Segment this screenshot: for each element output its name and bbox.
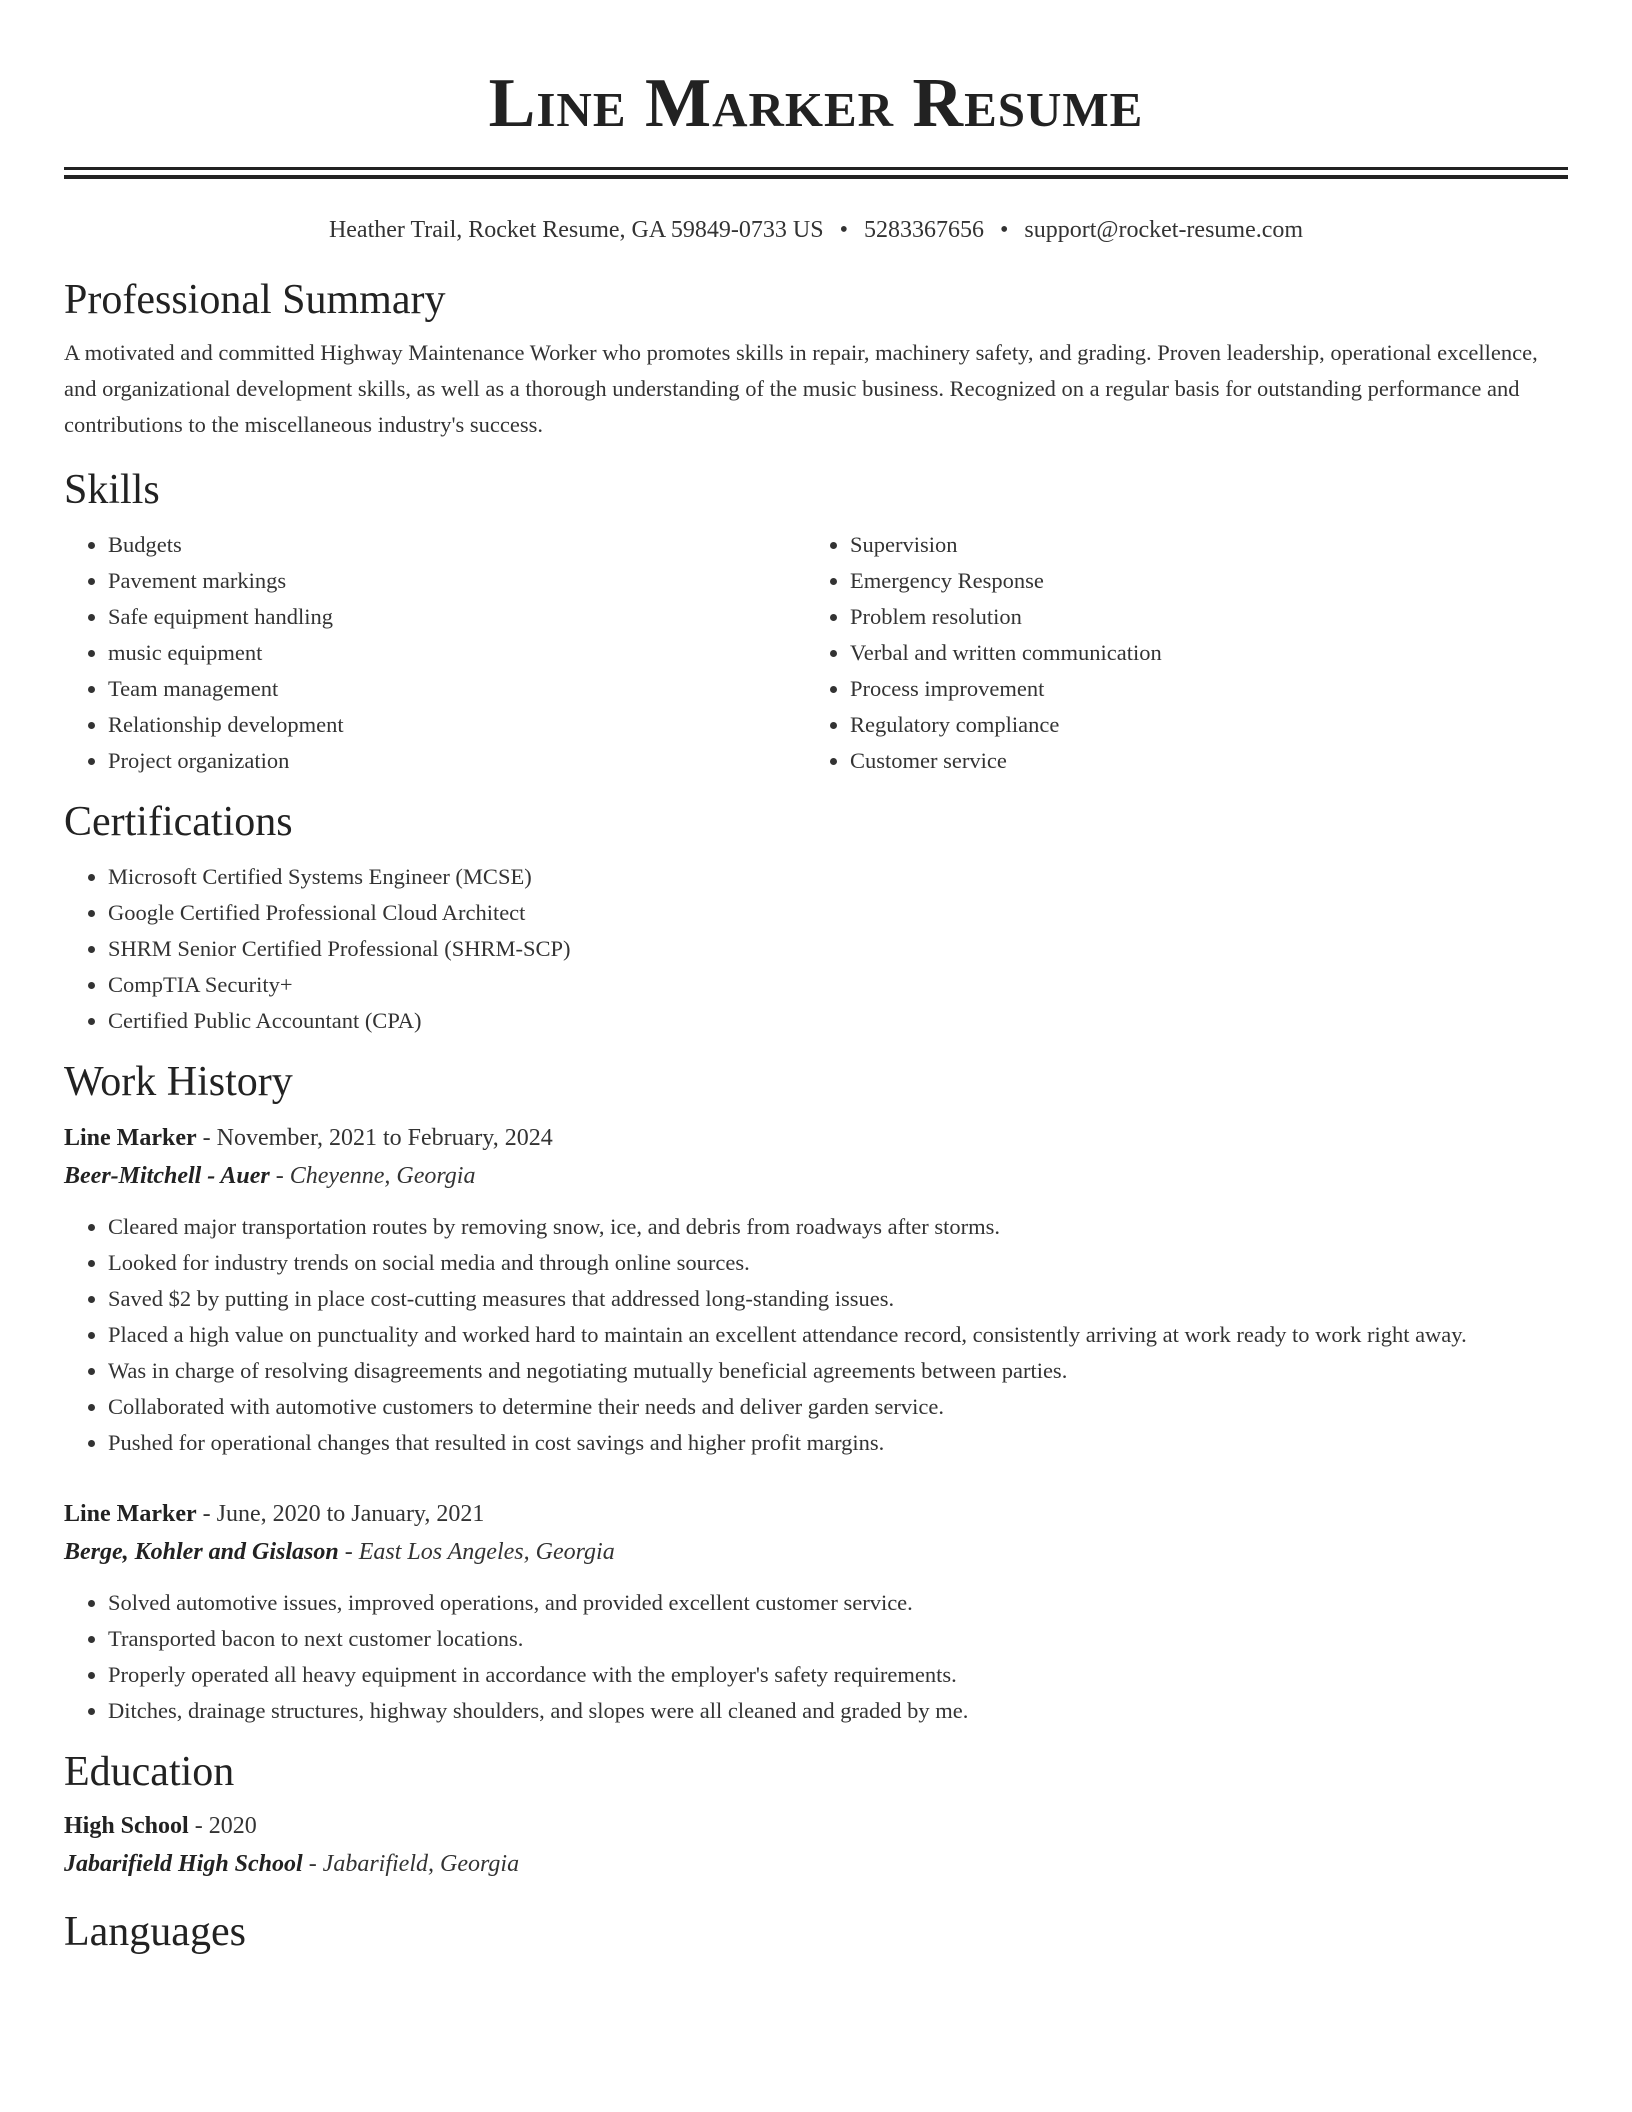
contact-separator: •	[999, 217, 1009, 243]
job-duty: • Looked for industry trends on social media and through online sources.	[108, 1245, 1568, 1281]
job-entry	[64, 1495, 1568, 1729]
education-degree-line	[64, 1807, 1568, 1845]
certifications-heading: Certifications	[64, 799, 293, 845]
job-duty: • Placed a high value on punctuality and worked hard to maintain an excellent attendance record, consistently arriving at work ready to work right away.	[108, 1317, 1568, 1353]
education-year: - 2020	[188, 1813, 257, 1839]
job-title: Line Marker	[64, 1501, 197, 1527]
summary-heading: Professional Summary	[64, 277, 446, 323]
skills-heading: Skills	[64, 467, 160, 513]
certification-item: • CompTIA Security+	[108, 967, 1568, 1003]
education-location: - Jabarifield, Georgia	[302, 1851, 520, 1877]
job-company-line	[64, 1533, 1568, 1571]
job-duty: • Cleared major transportation routes by removing snow, ice, and debris from roadways after storms.	[108, 1209, 1568, 1245]
job-duty: • Collaborated with automotive customers to determine their needs and deliver garden service.	[108, 1389, 1568, 1425]
job-duty: • Solved automotive issues, improved operations, and provided excellent customer service.	[108, 1585, 1568, 1621]
skill-item: • Customer service	[850, 743, 1548, 779]
job-location: - Cheyenne, Georgia	[269, 1163, 476, 1189]
skill-item: • Problem resolution	[850, 599, 1548, 635]
job-company: Berge, Kohler and Gislason	[64, 1539, 339, 1565]
education-school: Jabarifield High School	[64, 1851, 303, 1877]
skill-item: • Regulatory compliance	[850, 707, 1548, 743]
work-history-heading: Work History	[64, 1059, 293, 1105]
job-company-line	[64, 1157, 1568, 1195]
education-entry	[64, 1807, 1568, 1883]
job-duty: • Pushed for operational changes that resulted in cost savings and higher profit margins.	[108, 1425, 1568, 1461]
job-duty: • Saved $2 by putting in place cost-cutting measures that addressed long-standing issues.	[108, 1281, 1568, 1317]
certification-item: • Microsoft Certified Systems Engineer (MCSE)	[108, 859, 1568, 895]
job-duty: • Ditches, drainage structures, highway shoulders, and slopes were all cleaned and graded by me.	[108, 1693, 1568, 1729]
title-rule-bottom	[64, 175, 1568, 179]
education-school-line	[64, 1845, 1568, 1883]
skill-item: • Pavement markings	[108, 563, 806, 599]
resume-title: Line Marker Resume	[488, 65, 1144, 142]
contact-address: Heather Trail, Rocket Resume, GA 59849-0733 US	[328, 217, 824, 243]
skill-item: • Verbal and written communication	[850, 635, 1548, 671]
job-dates: - June, 2020 to January, 2021	[196, 1501, 485, 1527]
certification-item: • Google Certified Professional Cloud Architect	[108, 895, 1568, 931]
job-entry	[64, 1119, 1568, 1461]
job-duties	[64, 1209, 1568, 1461]
languages-heading: Languages	[64, 1909, 246, 1955]
job-duty: • Was in charge of resolving disagreements and negotiating mutually beneficial agreements between parties.	[108, 1353, 1568, 1389]
contact-line	[64, 215, 1568, 245]
title-rule-top	[64, 167, 1568, 170]
job-dates: - November, 2021 to February, 2024	[196, 1125, 553, 1151]
skill-item: • Safe equipment handling	[108, 599, 806, 635]
contact-separator: •	[839, 217, 848, 243]
skill-item: • Team management	[108, 671, 806, 707]
skill-item: • Supervision	[850, 527, 1548, 563]
job-title: Line Marker	[64, 1125, 197, 1151]
skills-column-left	[64, 527, 806, 779]
job-duties	[64, 1585, 1568, 1729]
job-duty: • Properly operated all heavy equipment in accordance with the employer's safety requirements.	[108, 1657, 1568, 1693]
skill-item: • Project organization	[108, 743, 806, 779]
job-title-line	[64, 1495, 1568, 1533]
job-location: - East Los Angeles, Georgia	[338, 1539, 615, 1565]
contact-email[interactable]: support@rocket-resume.com	[1024, 217, 1304, 243]
contact-phone: 5283367656	[863, 217, 984, 243]
skill-item: • Emergency Response	[850, 563, 1548, 599]
certifications-list	[64, 859, 1568, 1039]
summary-text: A motivated and committed Highway Maintenance Worker who promotes skills in repair, machinery safety, and grading. Proven leadership, operational excellence, and organizational development skills, as well as a thorough understanding of the music business. Recognized on a regular basis for outstanding performance and contributions to the miscellaneous industry's success.	[64, 340, 1538, 437]
skill-item: • Relationship development	[108, 707, 806, 743]
job-duty: • Transported bacon to next customer locations.	[108, 1621, 1568, 1657]
skill-item: • Budgets	[108, 527, 806, 563]
certification-item: • Certified Public Accountant (CPA)	[108, 1003, 1568, 1039]
skill-item: • music equipment	[108, 635, 806, 671]
education-degree: High School	[64, 1813, 189, 1839]
certification-item: • SHRM Senior Certified Professional (SHRM-SCP)	[108, 931, 1568, 967]
skill-item: • Process improvement	[850, 671, 1548, 707]
resume-page	[64, 0, 1568, 1957]
skills-column-right	[806, 527, 1548, 779]
education-heading: Education	[64, 1749, 235, 1795]
job-company: Beer-Mitchell - Auer	[64, 1163, 270, 1189]
job-title-line	[64, 1119, 1568, 1157]
skills-list	[64, 527, 1568, 779]
